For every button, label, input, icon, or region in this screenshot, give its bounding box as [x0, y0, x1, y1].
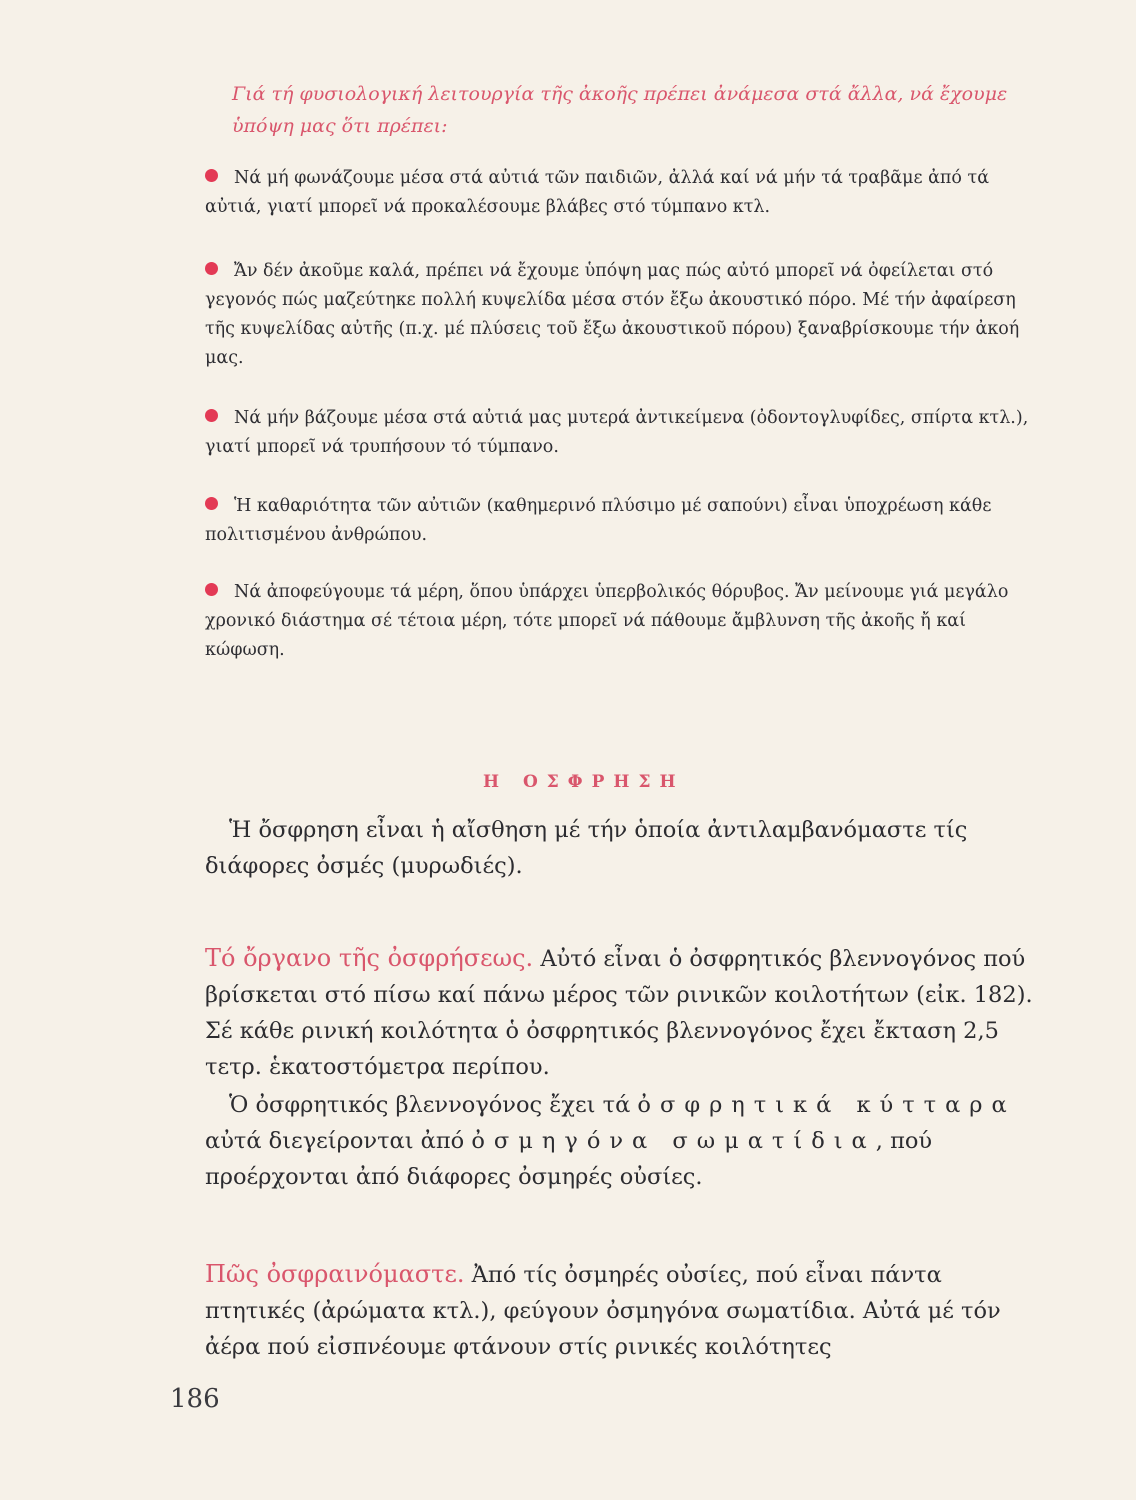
- definition-paragraph: [205, 812, 1039, 884]
- smell-text: Ἀπό τίς ὀσμηρές οὐσίες, πού εἶναι πάντα πτητικές (ἀρώματα κτλ.), φεύγουν ὀσμηγόνα σωματίδια. Αὐτά μέ τόν ἀέρα πού εἰσπνέουμε φτάνουν στίς ρινικές κοιλότητες: [205, 1262, 1001, 1360]
- bullet-text: Νά μήν βάζουμε μέσα στά αὐτιά μας μυτερά ἀντικείμενα (ὀδοντογλυφίδες, σπίρτα κτλ.), γιατί μπορεῖ νά τρυπήσουν τό τύμπανο.: [205, 408, 1029, 457]
- receptor-text-end: , πού προέρχονται ἀπό διάφορες ὀσμηρές οὐσίες.: [205, 1128, 933, 1190]
- list-item: [205, 404, 1039, 462]
- term-odorant-particles: ὀσμηγόνα σωματίδια: [471, 1128, 876, 1154]
- list-item: [205, 164, 1039, 222]
- bullet-dot-icon: [205, 409, 218, 422]
- bullet-dot-icon: [205, 497, 218, 510]
- organ-paragraph: [205, 940, 1039, 1085]
- bullet-text: Ἄν δέν ἀκοῦμε καλά, πρέπει νά ἔχουμε ὑπόψη μας πώς αὐτό μπορεῖ νά ὀφείλεται στό γεγονός πώς μαζεύτηκε πολλή κυψελίδα μέσα στόν ἔξω ἀκουστικό πόρο. Μέ τήν ἀφαίρεση τῆς κυψελίδας αὐτῆς (π.χ. μέ πλύσεις τοῦ ἔξω ἀκουστικοῦ πόρου) ξαναβρίσκουμε τήν ἀκοή μας.: [205, 261, 1020, 368]
- smell-heading: Πῶς ὀσφραινόμαστε.: [205, 1260, 465, 1288]
- bullet-text: Νά μή φωνάζουμε μέσα στά αὐτιά τῶν παιδιῶν, ἀλλά καί νά μήν τά τραβᾶμε ἀπό τά αὐτιά, γιατί μπορεῖ νά προκαλέσουμε βλάβες στό τύμπανο κτλ.: [205, 168, 990, 217]
- section-heading: Η ΟΣΦΡΗΣΗ: [483, 772, 685, 792]
- organ-text: Αὐτό εἶναι ὁ ὀσφρητικός βλεννογόνος πού βρίσκεται στό πίσω καί πάνω μέρος τῶν ρινικῶν κοιλοτήτων (εἰκ. 182). Σέ κάθε ρινική κοιλότητα ὁ ὀσφρητικός βλεννογόνος ἔχει ἔκταση 2,5 τετρ. ἑκατοστόμετρα περίπου.: [205, 946, 1033, 1080]
- smell-paragraph: [205, 1256, 1039, 1365]
- receptor-text-start: Ὁ ὀσφρητικός βλεννογόνος ἔχει τά: [229, 1092, 631, 1118]
- term-olfactory-cells: ὀσφρητικά κύτταρα: [637, 1092, 1016, 1118]
- bullet-text: Ἡ καθαριότητα τῶν αὐτιῶν (καθημερινό πλύσιμο μέ σαπούνι) εἶναι ὑποχρέωση κάθε πολιτισμένου ἀνθρώπου.: [205, 496, 992, 545]
- bullet-dot-icon: [205, 169, 218, 182]
- definition-text: Ἡ ὄσφρηση εἶναι ἡ αἴσθηση μέ τήν ὁποία ἀντιλαμβανόμαστε τίς διάφορες ὀσμές (μυρωδιές).: [205, 817, 968, 879]
- bullet-text: Νά ἀποφεύγουμε τά μέρη, ὅπου ὑπάρχει ὑπερβολικός θόρυβος. Ἄν μείνουμε γιά μεγάλο χρονικό διάστημα σέ τέτοια μέρη, τότε μπορεῖ νά πάθουμε ἄμβλυνση τῆς ἀκοῆς ἤ καί κώφωση.: [205, 582, 1009, 660]
- organ-heading: Τό ὄργανο τῆς ὀσφρήσεως.: [205, 944, 534, 972]
- bullet-dot-icon: [205, 262, 218, 275]
- list-item: [205, 578, 1039, 665]
- list-item: [205, 492, 1039, 550]
- list-item: [205, 257, 1039, 373]
- receptor-text-mid: αὐτά διεγείρονται ἀπό: [205, 1128, 465, 1154]
- page-number: 186: [170, 1384, 220, 1414]
- intro-paragraph: Γιά τή φυσιολογική λειτουργία τῆς ἀκοῆς πρέπει ἀνάμεσα στά ἄλλα, νά ἔχουμε ὑπόψη μας ὅτι πρέπει:: [232, 83, 1008, 137]
- bullet-dot-icon: [205, 583, 218, 596]
- receptor-paragraph: [205, 1087, 1039, 1195]
